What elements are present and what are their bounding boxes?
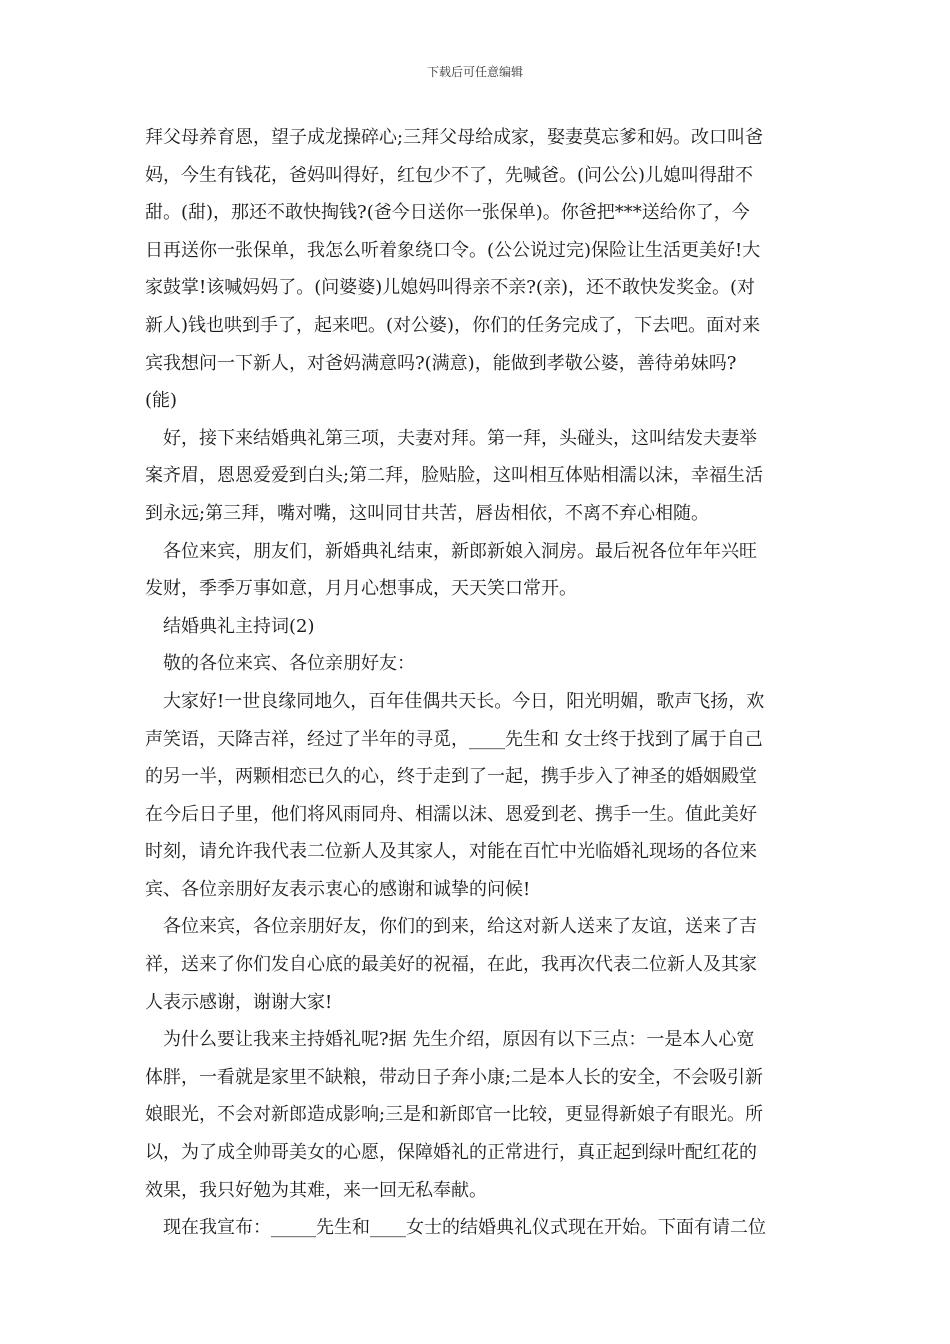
text-line: (能) [145, 390, 178, 412]
text-line: 现在我宣布：_____先生和____女士的结婚典礼仪式现在开始。下面有请二位 [163, 1217, 766, 1239]
text-line: 好，接下来结婚典礼第三项，夫妻对拜。第一拜，头碰头，这叫结发夫妻举 [163, 427, 757, 449]
section-heading: 结婚典礼主持词(2) [163, 615, 315, 637]
text-line: 到永远;第三拜，嘴对嘴，这叫同甘共苦，唇齿相依，不离不弃心相随。 [145, 502, 710, 524]
text-line: 妈，今生有钱花，爸妈叫得好，红包少不了，先喊爸。(问公公)儿媳叫得甜不 [145, 164, 754, 186]
text-line: 拜父母养育恩，望子成龙操碎心;三拜父母给成家，娶妻莫忘爹和妈。改口叫爸 [145, 127, 764, 148]
text-line: 各位来宾，各位亲朋好友，你们的到来，给这对新人送来了友谊，送来了吉 [163, 916, 757, 938]
text-line: 为什么要让我来主持婚礼呢?据 先生介绍，原因有以下三点：一是本人心宽 [163, 1029, 755, 1051]
salutation-line: 敬的各位来宾、各位亲朋好友： [163, 653, 415, 675]
text-line: 宾我想问一下新人，对爸妈满意吗?(满意)，能做到孝敬公婆，善待弟妹吗? [145, 352, 737, 374]
document-body [145, 119, 813, 1247]
text-line: 祥，送来了你们发自心底的最美好的祝福，在此，我再次代表二位新人及其家 [145, 954, 757, 976]
text-line: 各位来宾，朋友们，新婚典礼结束，新郎新娘入洞房。最后祝各位年年兴旺 [163, 540, 757, 562]
text-line: 家鼓掌!该喊妈妈了。(问婆婆)儿媳妈叫得亲不亲?(亲)，还不敢快发奖金。(对 [145, 277, 755, 299]
text-line: 新人)钱也哄到手了，起来吧。(对公婆)，你们的任务完成了，下去吧。面对来 [145, 314, 761, 336]
text-line: 宾、各位亲朋好友表示衷心的感谢和诚挚的问候! [145, 878, 531, 900]
text-line: 娘眼光，不会对新郎造成影响;三是和新郎官一比较，更显得新娘子有眼光。所 [145, 1104, 764, 1126]
text-line: 体胖，一看就是家里不缺粮，带动日子奔小康;二是本人长的安全，不会吸引新 [145, 1066, 764, 1088]
text-line: 人表示感谢，谢谢大家! [145, 991, 333, 1013]
text-line: 效果，我只好勉为其难，来一回无私奉献。 [145, 1179, 487, 1201]
text-line: 在今后日子里，他们将风雨同舟、相濡以沫、恩爱到老、携手一生。值此美好 [145, 803, 757, 825]
text-line: 时刻，请允许我代表二位新人及其家人，对能在百忙中光临婚礼现场的各位来 [145, 841, 757, 863]
text-line: 发财，季季万事如意，月月心想事成，天天笑口常开。 [145, 578, 577, 600]
text-line: 的另一半，两颗相恋已久的心，终于走到了一起，携手步入了神圣的婚姻殿堂 [145, 766, 757, 788]
text-line: 日再送你一张保单，我怎么听着象绕口令。(公公说过完)保险让生活更美好!大 [145, 239, 761, 261]
text-line: 声笑语，天降吉祥，经过了半年的寻觅，____先生和 女士终于找到了属于自己 [145, 728, 763, 750]
text-line: 大家好!一世良缘同地久，百年佳偶共天长。今日，阳光明媚，歌声飞扬，欢 [163, 690, 765, 712]
page-header: 下载后可任意编辑 [426, 65, 523, 79]
text-line: 以，为了成全帅哥美女的心愿，保障婚礼的正常进行，真正起到绿叶配红花的 [145, 1142, 757, 1164]
text-line: 案齐眉，恩恩爱爱到白头;第二拜，脸贴脸，这叫相互体贴相濡以沫，幸福生活 [145, 465, 764, 487]
text-line: 甜。(甜)，那还不敢快掏钱?(爸今日送你一张保单)。你爸把***送给你了，今 [145, 202, 750, 224]
